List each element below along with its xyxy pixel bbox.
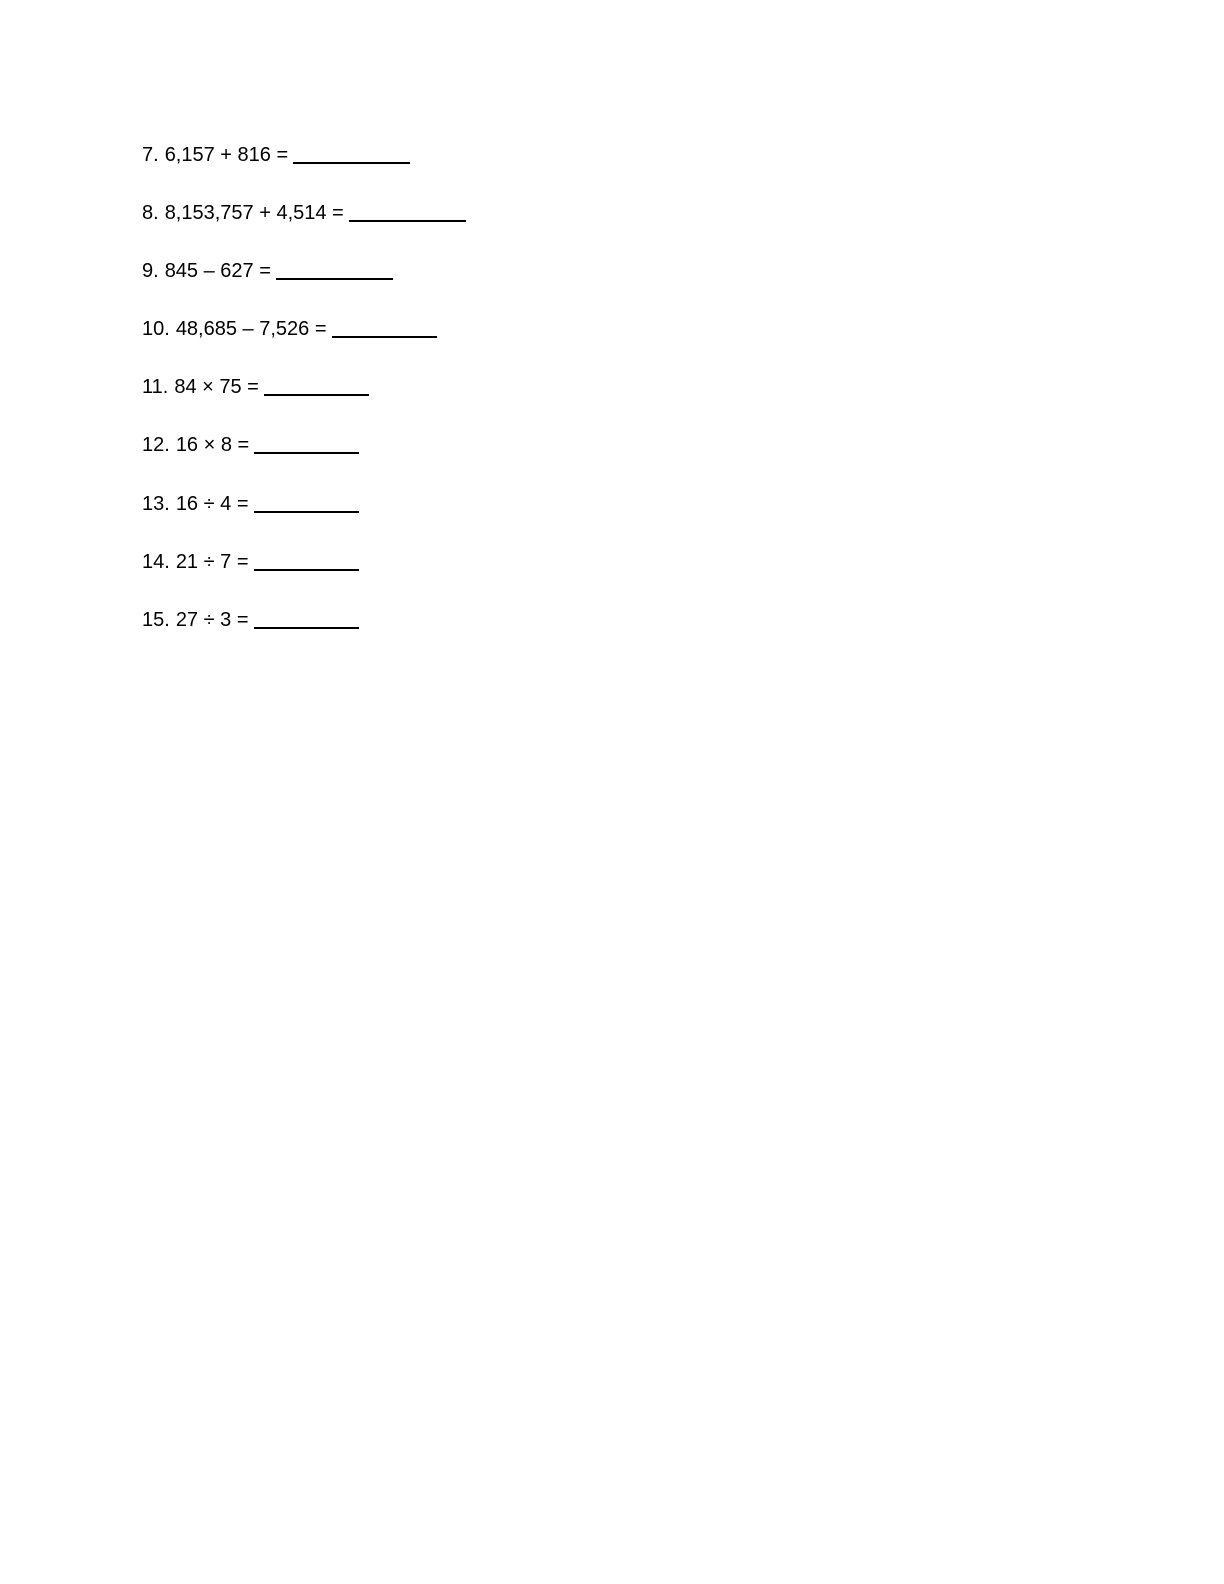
- problem-expression: 845 – 627 =: [164, 260, 271, 283]
- problem-13: [142, 489, 466, 547]
- problem-expression: 21 ÷ 7 =: [175, 550, 249, 573]
- problem-number: 13.: [142, 492, 170, 515]
- problem-number: 14.: [142, 550, 170, 573]
- problem-11: [142, 372, 466, 430]
- answer-blank[interactable]: [293, 140, 410, 164]
- problem-expression: 8,153,757 + 4,514 =: [164, 202, 344, 225]
- answer-blank[interactable]: [264, 372, 369, 396]
- problem-expression: 84 × 75 =: [174, 376, 259, 399]
- problem-10: [142, 314, 466, 372]
- problem-expression: 16 ÷ 4 =: [175, 492, 249, 515]
- problem-number: 12.: [142, 434, 170, 457]
- problem-expression: 6,157 + 816 =: [164, 144, 289, 166]
- answer-blank[interactable]: [254, 430, 359, 454]
- problem-12: [142, 430, 466, 488]
- problem-number: 10.: [142, 318, 170, 341]
- problem-number: 7.: [142, 144, 159, 166]
- problem-8: [142, 198, 466, 256]
- answer-blank[interactable]: [332, 314, 437, 338]
- problem-number: 8.: [142, 202, 159, 225]
- problem-15: [142, 605, 466, 663]
- problem-9: [142, 256, 466, 314]
- problem-number: 15.: [142, 608, 170, 631]
- problem-expression: 27 ÷ 3 =: [175, 608, 249, 631]
- answer-blank[interactable]: [276, 256, 393, 280]
- answer-blank[interactable]: [349, 198, 466, 222]
- problem-number: 9.: [142, 260, 159, 283]
- problem-expression: 48,685 – 7,526 =: [175, 318, 327, 341]
- problem-7: [142, 140, 466, 198]
- answer-blank[interactable]: [254, 605, 359, 629]
- answer-blank[interactable]: [254, 489, 359, 513]
- problem-number: 11.: [142, 376, 169, 399]
- answer-blank[interactable]: [254, 547, 359, 571]
- problem-14: [142, 547, 466, 605]
- problem-list: [142, 140, 466, 663]
- problem-expression: 16 × 8 =: [175, 434, 250, 457]
